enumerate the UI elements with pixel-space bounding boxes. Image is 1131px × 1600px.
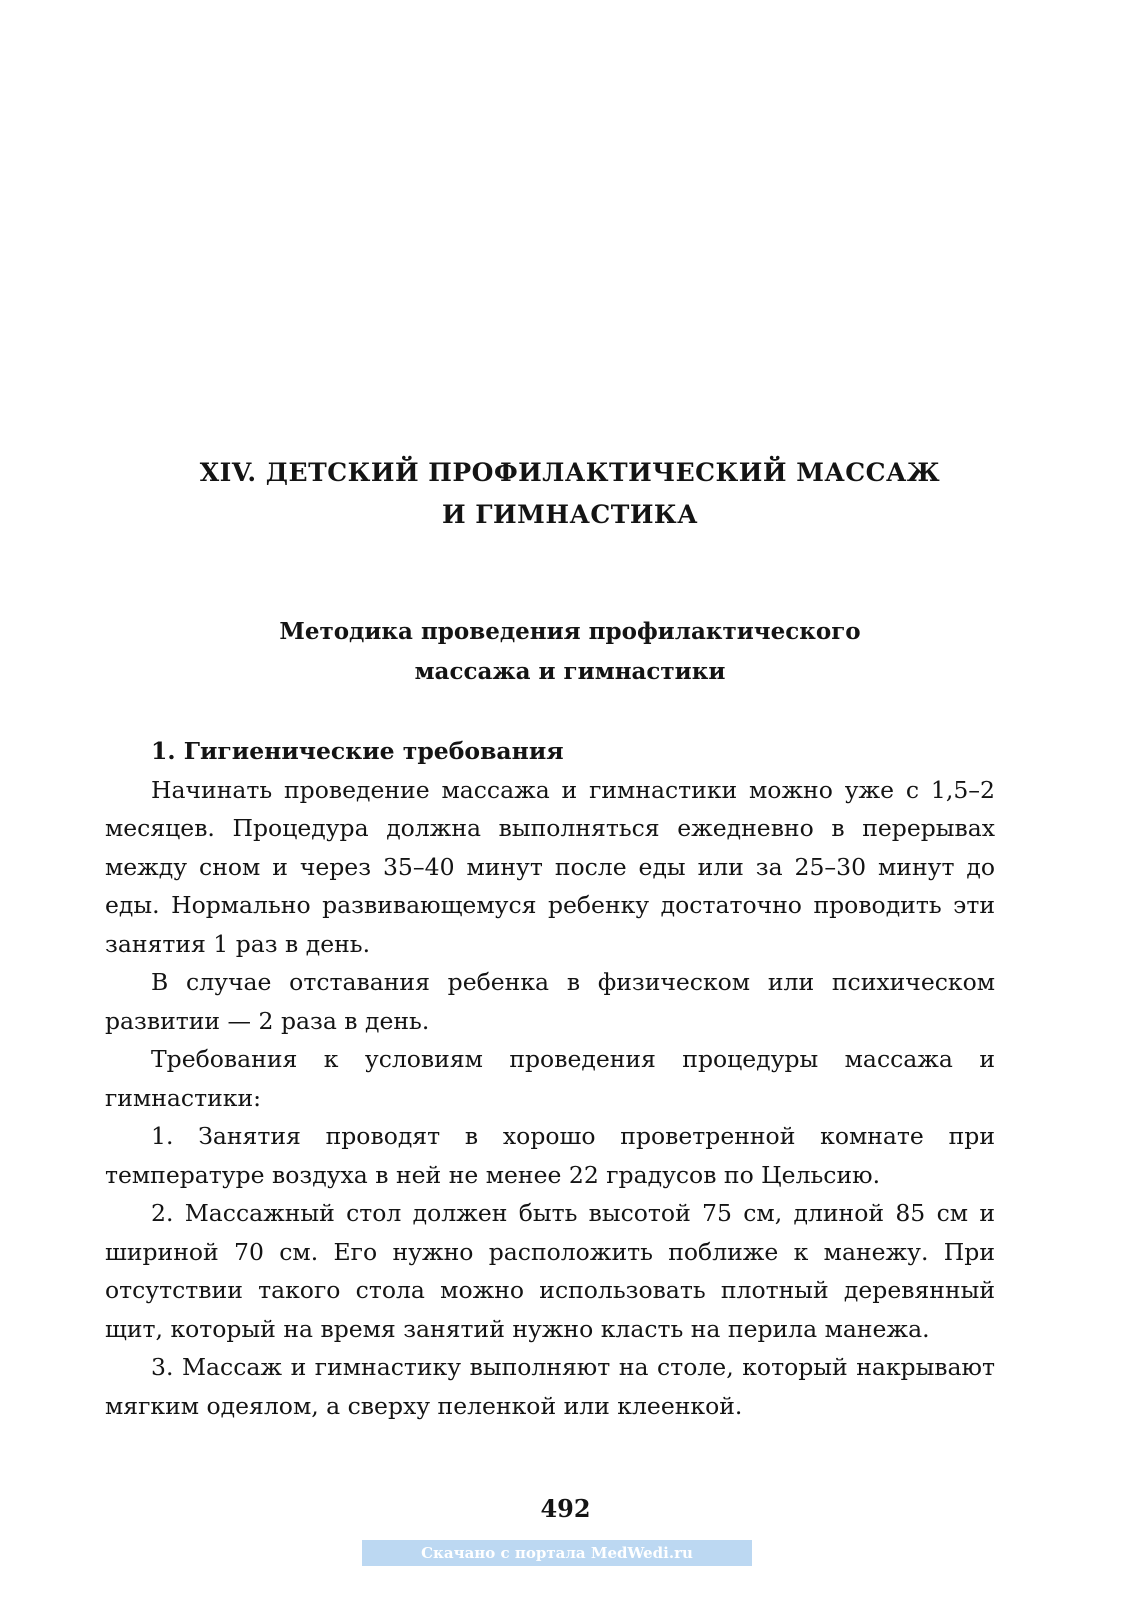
paragraph: 1. Занятия проводят в хорошо проветренной комнате при температуре воздуха в ней не менее 22 градусов по Цельсию. [105, 1122, 995, 1189]
paragraph: В случае отставания ребенка в физическом или психическом развитии — 2 раза в день. [105, 968, 995, 1035]
subheading-hygiene: 1. Гигиенические требования [151, 737, 564, 765]
body-text [105, 732, 995, 1425]
paragraph: 3. Массаж и гимнастику выполняют на столе, который накрывают мягким одеялом, а сверху пеленкой или клеенкой. [105, 1353, 995, 1420]
chapter-title-line-1: XIV. ДЕТСКИЙ ПРОФИЛАКТИЧЕСКИЙ МАССАЖ [199, 458, 941, 487]
paragraph: Требования к условиям проведения процедуры массажа и гимнастики: [105, 1045, 995, 1112]
section-title [150, 612, 990, 692]
page-number: 492 [540, 1494, 591, 1523]
chapter-title [100, 452, 1040, 536]
watermark-link[interactable]: Скачано с портала MedWedi.ru [362, 1540, 752, 1566]
chapter-title-line-2: И ГИМНАСТИКА [441, 500, 699, 529]
section-title-line-1: Методика проведения профилактического [279, 618, 861, 645]
section-title-line-2: массажа и гимнастики [414, 658, 726, 685]
paragraph: Начинать проведение массажа и гимнастики можно уже с 1,5–2 месяцев. Процедура должна выполняться ежедневно в перерывах между сном и через 35–40 минут после еды или за 25–30 минут до еды. Нормально развивающемуся ребенку достаточно проводить эти занятия 1 раз в день. [105, 775, 995, 958]
paragraph: 2. Массажный стол должен быть высотой 75 см, длиной 85 см и шириной 70 см. Его нужно расположить поближе к манежу. При отсутствии такого стола можно использовать плотный деревянный щит, который на время занятий нужно класть на перила манежа. [105, 1199, 995, 1343]
